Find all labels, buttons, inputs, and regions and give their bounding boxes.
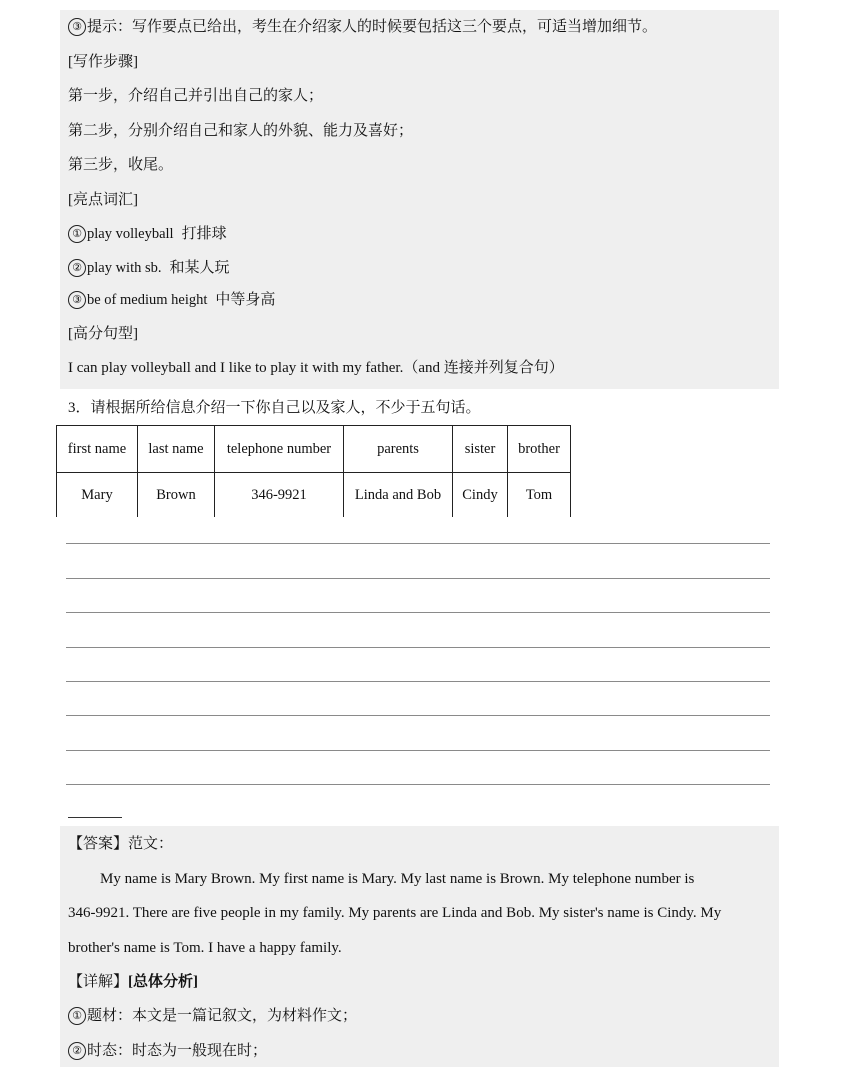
table-header-cell: parents bbox=[344, 426, 453, 473]
hint-text: 提示：写作要点已给出，考生在介绍家人的时候要包括这三个要点，可适当增加细节。 bbox=[87, 19, 658, 35]
vocab-item-1 bbox=[68, 224, 227, 244]
explain-text: 题材：本文是一篇记叙文，为材料作文； bbox=[87, 1008, 358, 1024]
model-essay-line-1: My name is Mary Brown. My first name is Mary. My last name is Brown. My telephone number is bbox=[100, 871, 695, 887]
answer-writing-line[interactable] bbox=[66, 750, 770, 751]
answer-writing-line[interactable] bbox=[66, 647, 770, 648]
table-header-cell: last name bbox=[138, 426, 215, 473]
explain-item-2 bbox=[68, 1041, 267, 1061]
vocab-term: be of medium height bbox=[87, 292, 208, 308]
model-essay-line-3: brother's name is Tom. I have a happy family. bbox=[68, 940, 342, 956]
circled-number-3: ③ bbox=[68, 18, 86, 36]
vocab-term: play with sb. bbox=[87, 260, 162, 276]
answer-writing-line[interactable] bbox=[66, 681, 770, 682]
hint-line bbox=[68, 17, 657, 37]
table-header-cell: telephone number bbox=[215, 426, 344, 473]
circled-number-2: ② bbox=[68, 259, 86, 277]
steps-heading: [写作步骤] bbox=[68, 54, 138, 70]
table-cell: Linda and Bob bbox=[344, 473, 453, 518]
vocab-meaning: 中等身高 bbox=[215, 292, 276, 308]
hint-panel bbox=[60, 10, 779, 389]
answer-writing-line[interactable] bbox=[66, 578, 770, 579]
info-table bbox=[56, 425, 571, 517]
table-cell: 346-9921 bbox=[215, 473, 344, 518]
circled-number-3: ③ bbox=[68, 291, 86, 309]
separator-rule bbox=[68, 817, 122, 818]
vocab-meaning: 和某人玩 bbox=[169, 260, 230, 276]
table-header-cell: sister bbox=[453, 426, 508, 473]
table-cell: Tom bbox=[508, 473, 571, 518]
answer-writing-line[interactable] bbox=[66, 715, 770, 716]
table-header-cell: brother bbox=[508, 426, 571, 473]
vocab-heading: [亮点词汇] bbox=[68, 192, 138, 208]
answer-writing-line[interactable] bbox=[66, 784, 770, 785]
model-essay-line-2: 346-9921. There are five people in my family. My parents are Linda and Bob. My sister's name is Cindy. My bbox=[68, 905, 722, 921]
circled-number-1: ① bbox=[68, 1007, 86, 1025]
circled-number-2: ② bbox=[68, 1042, 86, 1060]
answer-label: 【答案】范文： bbox=[68, 836, 174, 852]
table-header-cell: first name bbox=[57, 426, 138, 473]
vocab-term: play volleyball bbox=[87, 226, 174, 242]
vocab-item-3 bbox=[68, 290, 275, 310]
step-1: 第一步，介绍自己并引出自己的家人； bbox=[68, 88, 324, 104]
circled-number-1: ① bbox=[68, 225, 86, 243]
vocab-meaning: 打排球 bbox=[181, 226, 227, 242]
answer-writing-line[interactable] bbox=[66, 612, 770, 613]
table-cell: Mary bbox=[57, 473, 138, 518]
explain-label: 【详解】 bbox=[68, 974, 129, 990]
table-row bbox=[57, 473, 571, 518]
vocab-item-2 bbox=[68, 258, 230, 278]
explain-heading bbox=[68, 972, 198, 992]
overall-analysis-label: [总体分析] bbox=[128, 974, 199, 990]
answer-writing-line[interactable] bbox=[66, 543, 770, 544]
step-3: 第三步，收尾。 bbox=[68, 157, 174, 173]
table-cell: Cindy bbox=[453, 473, 508, 518]
step-2: 第二步，分别介绍自己和家人的外貌、能力及喜好； bbox=[68, 123, 414, 139]
sentence-text: I can play volleyball and I like to play it with my father.（and 连接并列复合句） bbox=[68, 360, 564, 376]
question-prompt: 3．请根据所给信息介绍一下你自己以及家人，不少于五句话。 bbox=[68, 400, 481, 416]
explain-text: 时态：时态为一般现在时； bbox=[87, 1043, 268, 1059]
table-cell: Brown bbox=[138, 473, 215, 518]
sentence-heading: [高分句型] bbox=[68, 326, 138, 342]
explain-item-1 bbox=[68, 1006, 357, 1026]
table-header-row bbox=[57, 426, 571, 473]
